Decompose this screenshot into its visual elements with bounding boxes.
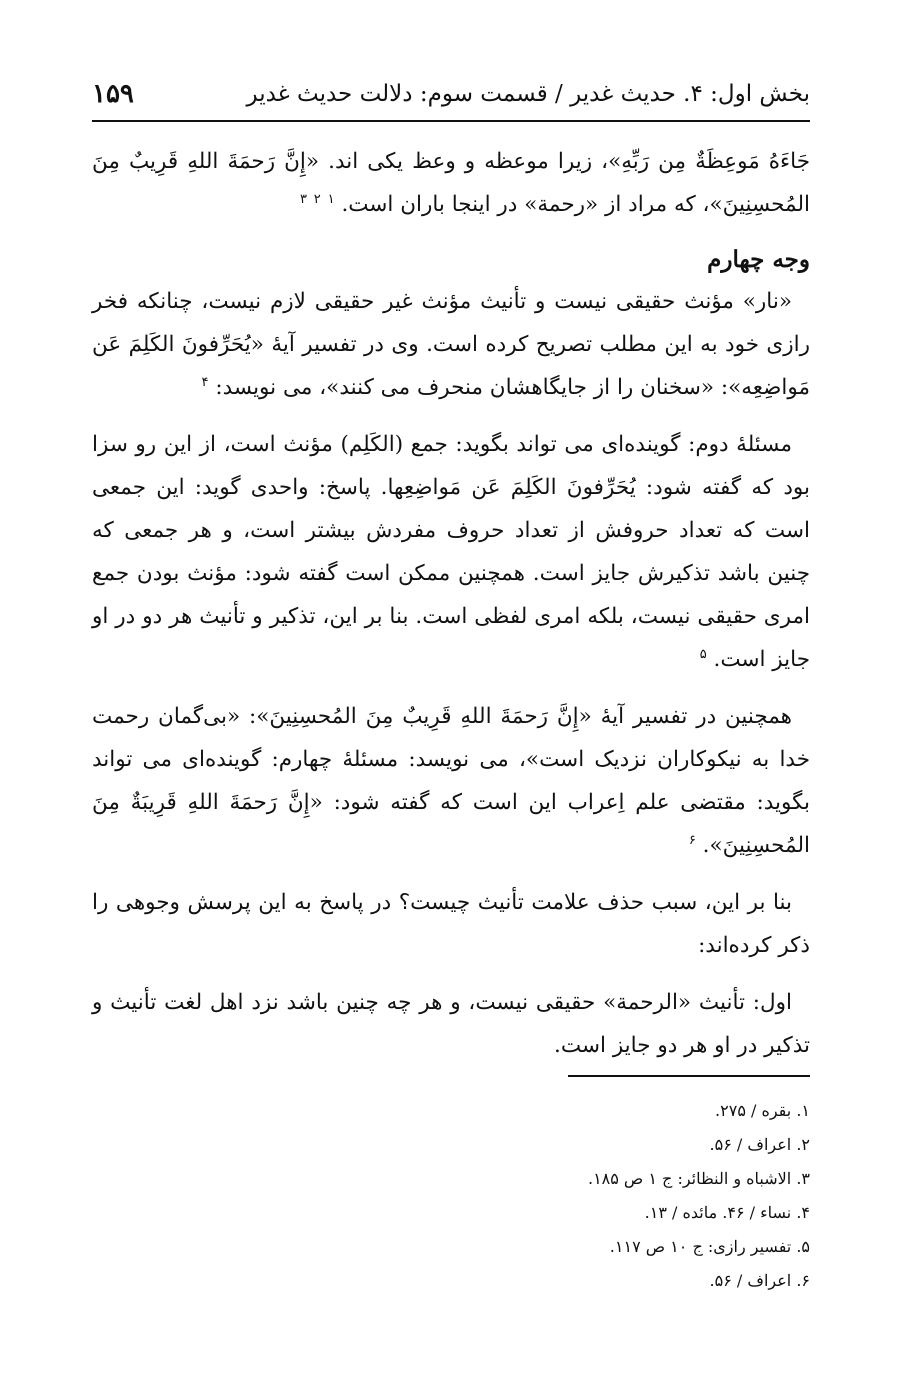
paragraph-3 [92, 423, 810, 681]
paragraph-1 [92, 140, 810, 226]
paragraph-2-text: «نار» مؤنث حقیقی نیست و تأنیث مؤنث غیر حقیقی لازم نیست، چنانکه فخر رازی خود به این مطلب تصریح کرده است. وی در تفسیر آیهٔ «یُحَرِّفونَ الکَلِمَ عَن مَواضِعِه»: «سخنان را از جایگاهشان منحرف می کنند»، می نویسد: [92, 289, 810, 400]
page-header [92, 68, 810, 122]
paragraph-5: بنا بر این، سبب حذف علامت تأنیث چیست؟ در پاسخ به این پرسش وجوهی را ذکر کرده‌اند: [92, 890, 810, 958]
running-head: بخش اول: ۴. حدیث غدیر / قسمت سوم: دلالت حدیث غدیر [246, 81, 810, 107]
paragraph-6: اول: تأنیث «الرحمة» حقیقی نیست، و هر چه چنین باشد نزد اهل لغت تأنیث و تذکیر در او هر دو جایز است. [92, 990, 810, 1058]
footnote-item: ۱. بقره / ۲۷۵. [715, 1101, 810, 1120]
footnote-item: ۵. تفسیر رازی: ج ۱۰ ص ۱۱۷. [609, 1237, 810, 1256]
page-number: ۱۵۹ [92, 79, 134, 109]
footnote-divider [568, 1075, 810, 1077]
footnote-ref-4: ۴ [201, 374, 209, 390]
section-heading: وجه چهارم [707, 246, 810, 273]
footnote-ref-3: ۳ [299, 191, 307, 207]
paragraph-4 [92, 695, 810, 867]
footnote-ref-1: ۱ [327, 191, 335, 207]
paragraph-2 [92, 280, 810, 409]
footnote-ref-6: ۶ [688, 832, 696, 848]
footnote-item: ۴. نساء / ۴۶. مائده / ۱۳. [644, 1203, 810, 1222]
footnotes-list [92, 1094, 810, 1298]
footnote-ref-2: ۲ [313, 191, 321, 207]
paragraph-1-text: جَاءَهُ مَوعِظَةٌ مِن رَبِّهِ»، زیرا موعظه و وعظ یکی اند. «إِنَّ رَحمَةَ اللهِ قَرِیبٌ مِنَ المُحسِنِینَ»، که مراد از «رحمة» در اینجا باران است. [92, 149, 810, 217]
paragraph-3-text: مسئلهٔ دوم: گوینده‌ای می تواند بگوید: جمع (الکَلِم) مؤنث است، از این رو سزا بود که گفته شود: یُحَرِّفونَ الکَلِمَ عَن مَواضِعِها. پاسخ: واحدی گوید: این جمعی است که تعداد حروفش از تعداد حروف مفردش بیشتر است، و هر جمعی که چنین باشد تذکیرش جایز است. همچنین ممکن است گفته شود: مؤنث بودن جمع امری حقیقی نیست، بلکه امری لفظی است. بنا بر این، تذکیر و تأنیث هر دو در او جایز است. [92, 432, 810, 672]
footnote-ref-5: ۵ [699, 646, 707, 662]
paragraph-4-text: همچنین در تفسیر آیهٔ «إِنَّ رَحمَةَ اللهِ قَرِیبٌ مِنَ المُحسِنِینَ»: «بی‌گمان رحمت خدا به نیکوکاران نزدیک است»، می نویسد: مسئلهٔ چهارم: گوینده‌ای می تواند بگوید: مقتضی علم اِعراب این است که گفته شود: «إِنَّ رَحمَةَ اللهِ قَرِیبَةٌ مِنَ المُحسِنِینَ». [92, 704, 810, 858]
footnote-item: ۳. الاشباه و النظائر: ج ۱ ص ۱۸۵. [587, 1169, 810, 1188]
footnote-item: ۲. اعراف / ۵۶. [709, 1135, 810, 1154]
main-text [92, 140, 810, 1081]
footnote-item: ۶. اعراف / ۵۶. [709, 1271, 810, 1290]
